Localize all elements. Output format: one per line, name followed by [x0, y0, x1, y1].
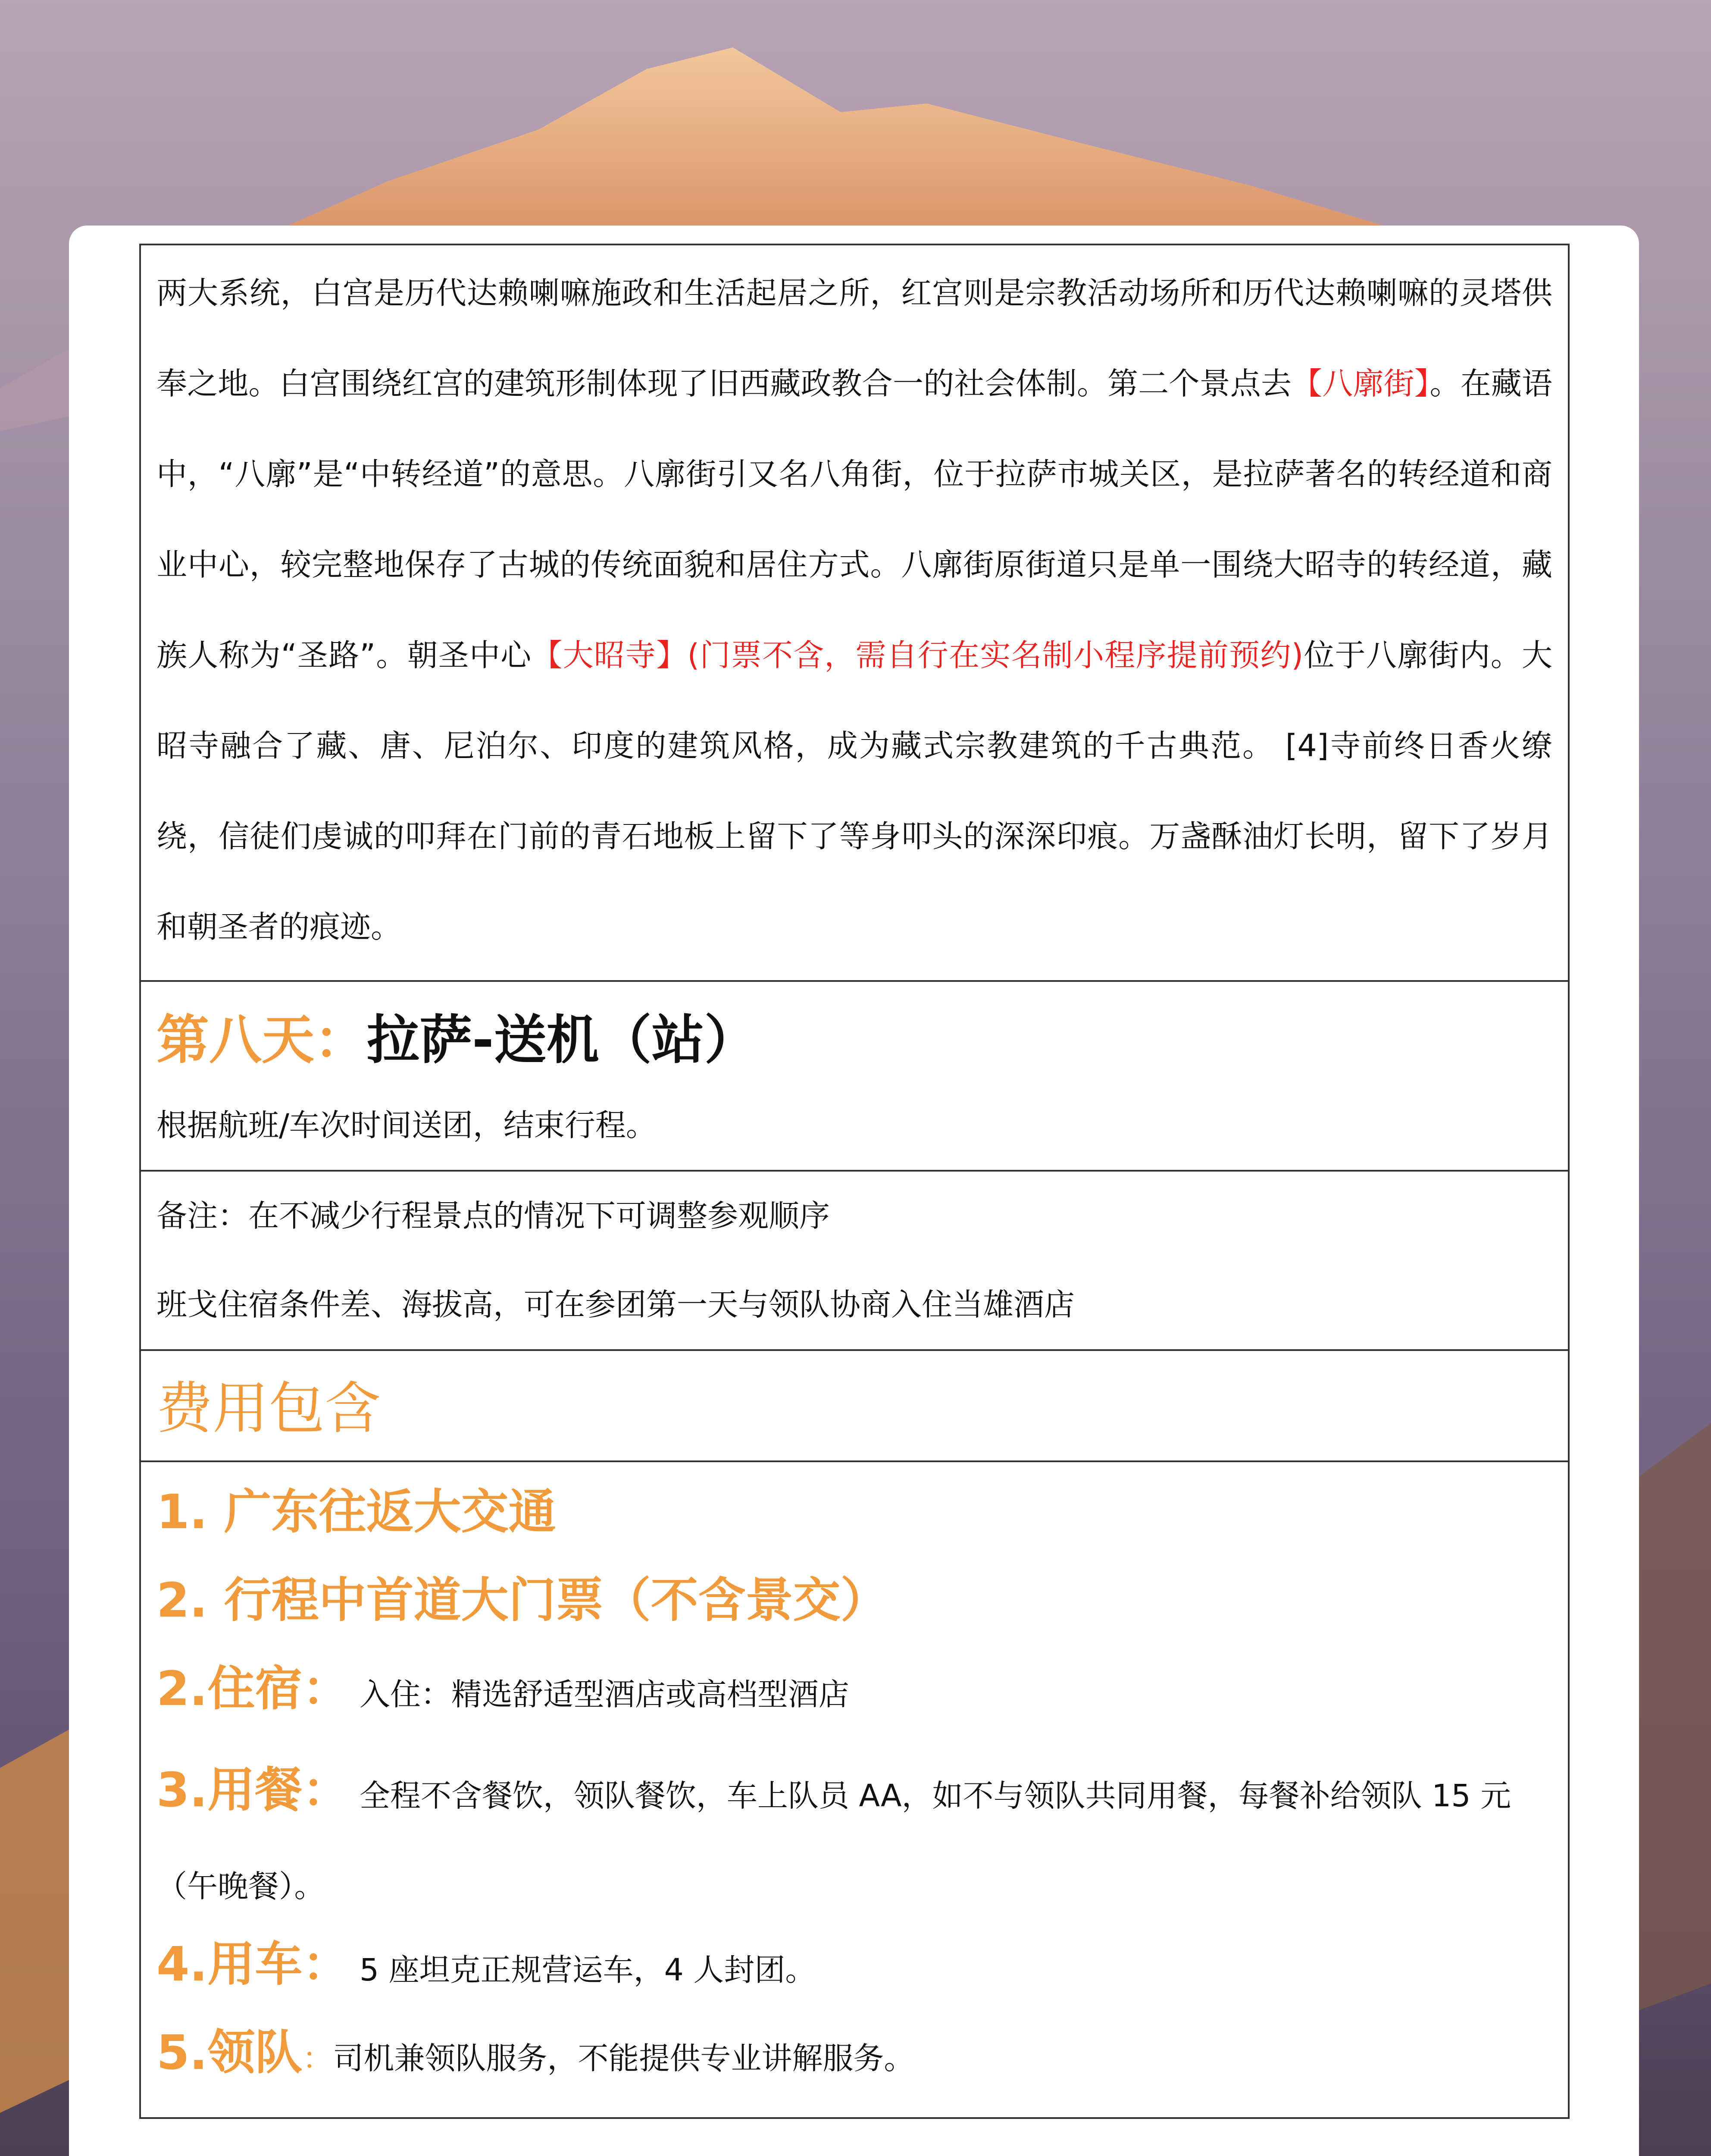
- section-potala-barkhor: [141, 245, 1568, 982]
- note-line-2: 班戈住宿条件差、海拔高，可在参团第一天与领队协商入住当雄酒店: [156, 1287, 1075, 1322]
- section-fees-title: [141, 1351, 1568, 1462]
- fee-item-vehicle-label: 4.用车：: [156, 1937, 350, 1992]
- day-8-heading: [156, 982, 1552, 1081]
- fee-item-guide: [156, 2020, 1552, 2109]
- fee-item-guide-colon: ：: [302, 2040, 333, 2076]
- fee-item-transport-label: 1. 广东往返大交通: [156, 1484, 556, 1539]
- highlight-barkhor-street: 【八廓街】: [1292, 366, 1430, 401]
- fee-item-guide-label: 5.领队: [156, 2025, 303, 2080]
- text-barkhor-street: 。在藏语中，“八廓”是“中转经道”的意思。八廓街引又名八角街，位于拉萨市城关区，是拉萨著名的转经道和商业中心，较完整地保存了古城的传统面貌和居住方式。八廓街原街道只是单一围绕大昭寺的转经道，藏族人称为“圣路”。朝圣中心: [156, 366, 1552, 673]
- text-jokhang-temple: 位于八廓街内。大昭寺融合了藏、唐、尼泊尔、印度的建筑风格，成为藏式宗教建筑的千古典范。 [4]寺前终日香火缭绕，信徒们虔诚的叩拜在门前的青石地板上留下了等身叩头的深深印痕。万盏酥油灯长明，留下了岁月和朝圣者的痕迹。: [156, 637, 1552, 945]
- fee-item-vehicle-text: 5 座坦克正规营运车，4 人封团。: [359, 1952, 816, 1988]
- day-8-description: 根据航班/车次时间送团，结束行程。: [156, 1107, 657, 1143]
- fees-included-title: 费用包含: [156, 1376, 381, 1441]
- fee-item-tickets-label: 2. 行程中首道大门票（不含景交）: [156, 1573, 888, 1628]
- content-card: [69, 226, 1639, 2156]
- text-potala-palace: 两大系统，白宫是历代达赖喇嘛施政和生活起居之所，红宫则是宗教活动场所和历代达赖喇嘛的灵塔供奉之地。白宫围绕红宫的建筑形制体现了旧西藏政教合一的社会体制。第二个景点去: [156, 275, 1552, 401]
- fee-item-meals-label: 3.用餐：: [156, 1762, 350, 1818]
- fee-item-lodging-text: 入住：精选舒适型酒店或高档型酒店: [359, 1677, 849, 1712]
- itinerary-table: [139, 244, 1570, 2119]
- fee-item-vehicle: [156, 1932, 1552, 2020]
- fee-item-guide-text: 司机兼领队服务，不能提供专业讲解服务。: [333, 2040, 915, 2076]
- fee-item-tickets: [156, 1568, 1552, 1656]
- day-route: 拉萨-送机（站）: [367, 1009, 757, 1071]
- day-label: 第八天：: [156, 1009, 367, 1071]
- section-notes: [141, 1172, 1568, 1351]
- section-fees-list: [141, 1462, 1568, 2117]
- fee-item-lodging-label: 2.住宿：: [156, 1661, 350, 1716]
- attraction-description: [156, 245, 1552, 980]
- fee-item-meals: [156, 1745, 1552, 1932]
- fee-item-lodging: [156, 1656, 1552, 1745]
- highlight-jokhang-temple: 【大昭寺】(门票不含，需自行在实名制小程序提前预约): [532, 637, 1304, 673]
- section-day-8: [141, 982, 1568, 1172]
- fee-item-transport: [156, 1479, 1552, 1568]
- fee-item-meals-text: 全程不含餐饮，领队餐饮，车上队员 AA，如不与领队共同用餐，每餐补给领队 15 元（午晚餐）。: [156, 1778, 1511, 1904]
- note-line-1: 备注：在不减少行程景点的情况下可调整参观顺序: [156, 1198, 830, 1234]
